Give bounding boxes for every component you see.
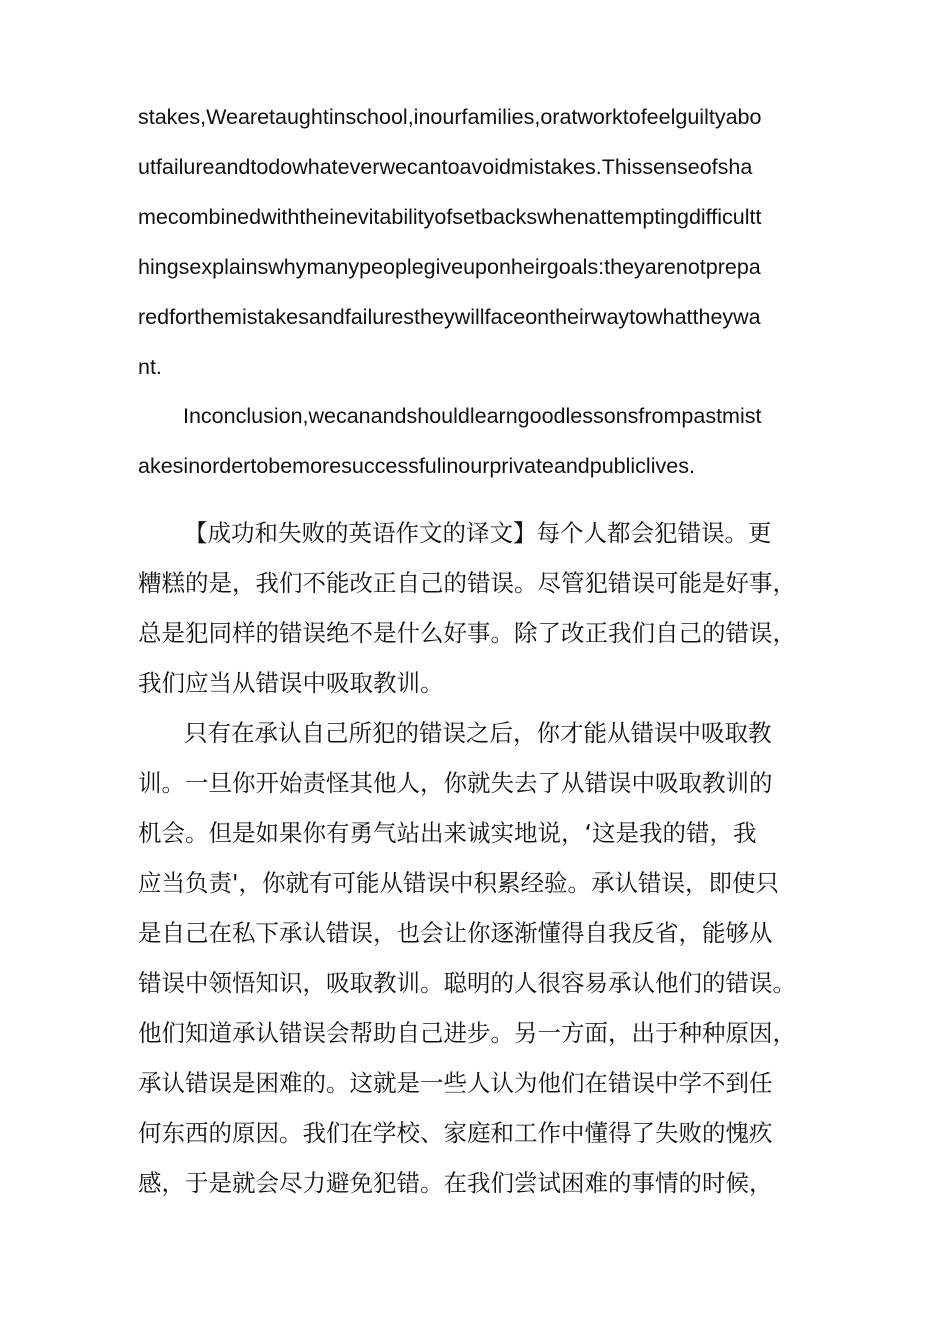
text-line: hingsexplainswhymanypeoplegiveuponheirgoals:theyarenotprepa — [138, 255, 761, 279]
text-line: 承认错误是困难的。这就是一些人认为他们在错误中学不到任 — [138, 1069, 773, 1097]
text-line: utfailureandtodowhateverwecantoavoidmistakes.Thissenseofsha — [138, 155, 753, 179]
text-line: nt. — [138, 355, 162, 379]
text-line: 感，于是就会尽力避免犯错。在我们尝试困难的事情的时候， — [138, 1169, 773, 1197]
text-line: mecombinedwiththeinevitabilityofsetbackswhenattemptingdifficultt — [138, 205, 762, 229]
text-line: redforthemistakesandfailurestheywillfaceontheirwaytowhattheywa — [138, 305, 761, 329]
text-line: 只有在承认自己所犯的错误之后，你才能从错误中吸取教 — [184, 719, 772, 747]
text-line: 我们应当从错误中吸取教训。 — [138, 669, 444, 697]
text-line: 应当负责'，你就有可能从错误中积累经验。承认错误，即使只 — [138, 869, 779, 897]
text-line: stakes,Wearetaughtinschool,inourfamilies,oratworktofeelguiltyabo — [138, 105, 762, 129]
text-line: 训。一旦你开始责怪其他人，你就失去了从错误中吸取教训的 — [138, 769, 773, 797]
text-line: 他们知道承认错误会帮助自己进步。另一方面，出于种种原因， — [138, 1019, 796, 1047]
text-line: 错误中领悟知识，吸取教训。聪明的人很容易承认他们的错误。 — [138, 969, 796, 997]
text-line: 是自己在私下承认错误，也会让你逐渐懂得自我反省，能够从 — [138, 919, 773, 947]
text-line: 何东西的原因。我们在学校、家庭和工作中懂得了失败的愧疚 — [138, 1119, 773, 1147]
text-line: 机会。但是如果你有勇气站出来诚实地说，‘这是我的错，我 — [138, 819, 757, 847]
text-line: akesinordertobemoresuccessfulinourprivateandpubliclives. — [138, 454, 695, 478]
text-line: 总是犯同样的错误绝不是什么好事。除了改正我们自己的错误， — [138, 619, 796, 647]
text-line: 糟糕的是，我们不能改正自己的错误。尽管犯错误可能是好事， — [138, 569, 796, 597]
text-line: 【成功和失败的英语作文的译文】每个人都会犯错误。更 — [184, 519, 772, 547]
text-line: Inconclusion,wecanandshouldlearngoodlessonsfrompastmist — [183, 404, 762, 428]
